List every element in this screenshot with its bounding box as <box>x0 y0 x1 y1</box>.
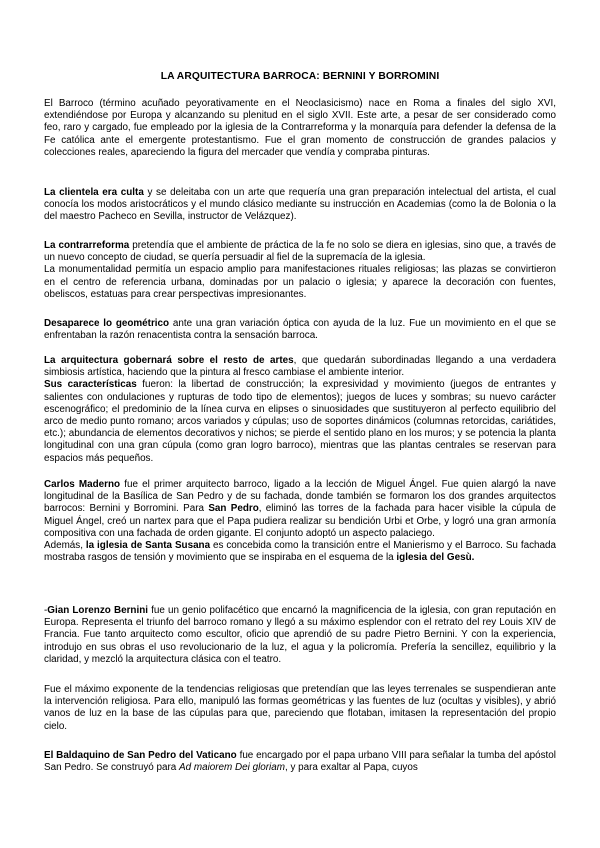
clientela-text: y se deleitaba con un arte que requería una gran preparación intelectual del artista, el cual conocía los modos aristocráticos y el mundo clásico mediante su instrucción en Academias (como la de Bolonia o la del maestro Pacheco en Sevilla, instructor de Velázquez). <box>44 187 556 223</box>
baldaquino-text-2: , y para exaltar al Papa, cuyos <box>284 762 418 774</box>
caracteristicas-text: fueron: la libertad de construcción; la expresividad y movimiento (juegos de entrantes y salientes con ondulaciones y rupturas de todo tipo de elementos); juegos de luces y sombras; su nuevo carácter escenográfico; el predominio de la línea curva en elipses o sinuosidades que sustituyeron al perfecto equilibrio del arco de medio punto romano; arcos variados y cúpulas; uso de soportes dinámicos (columnas retorcidas, cariátides, etc.); abundancia de elementos decorativos y nichos; se pierde el sentido plano en los muros; y se potencia la planta longitudinal con una gran cúpula (como gran logro barroco), mientras que las plantas centrales se reservan para espacios más pequeños. <box>44 379 556 464</box>
bernini-prefix: - <box>44 605 48 616</box>
geometrico-text: ante una gran variación óptica con ayuda de la luz. Fue un movimiento en el que se enfrentaban la razón renacentista contra la sensación barroca. <box>44 318 556 342</box>
santa-susana-intro: Además, <box>44 540 86 552</box>
baldaquino-latin: Ad maiorem Dei gloriam <box>179 762 285 774</box>
contrarreforma-text-2: La monumentalidad permitía un espacio amplio para manifestaciones rituales religiosas; las plazas se convirtieron en el centro de referencia urbana, dominadas por un palacio o iglesia; y aparece la decoración con fuentes, obeliscos, estatuas para crear perspectivas impresionantes. <box>44 264 556 300</box>
bernini-heading: Gian Lorenzo Bernini <box>47 605 148 616</box>
gesu-bold: iglesia del Gesù. <box>396 552 475 564</box>
maderno-heading: Carlos Maderno <box>44 479 121 490</box>
caracteristicas-heading: Sus características <box>44 379 137 391</box>
geometrico-heading: Desaparece lo geométrico <box>44 318 170 329</box>
paragraph-baldaquino <box>44 750 556 774</box>
page-title: LA ARQUITECTURA BARROCA: BERNINI Y BORROMINI <box>160 71 440 82</box>
paragraph-geometrico <box>44 318 556 342</box>
clientela-heading: La clientela era culta <box>44 187 144 198</box>
paragraph-intro <box>44 98 556 159</box>
contrarreforma-heading: La contrarreforma <box>44 240 130 251</box>
maderno-text-b: , eliminó las torres de la fachada para hacer visible la cúpula de Miguel Ángel, creó un nartex para que el Papa pudiera realizar su bendición Urbi et Orbe, y logró una gran armonía compositiva con una fachada de orden gigante. El conjunto adoptó un aspecto palaciego. <box>44 503 556 539</box>
intro-text: El Barroco (término acuñado peyorativamente en el Neoclasicismo) nace en Roma a finales del siglo XVI, extendiéndose por Europa y alcanzando su plenitud en el siglo XVII. Este arte, a pesar de ser considerado como feo, raro y cargado, fue empleado por la iglesia de la Contrarreforma y la monarquía para defender la defensa de la Fe católica ante el emergente protestantismo. Fue el gran momento de construcción de grandes palacios y colecciones reales, apareciendo la figura del mercader que vendía y compraba pinturas. <box>44 98 556 158</box>
arquitectura-heading: La arquitectura gobernará sobre el resto de artes <box>44 355 294 366</box>
arquitectura-text: , que quedarán subordinadas llegando a una verdadera simbiosis artística, haciendo que la pintura al fresco cambiase el ambiente interior. <box>44 355 556 379</box>
baldaquino-heading: El Baldaquino de San Pedro del Vaticano <box>44 750 237 761</box>
bernini-text: fue un genio polifacético que encarnó la magnificencia de la iglesia, con gran reputación en Europa. Representa el triunfo del barroco romano y llegó a su máximo esplendor con el retrato del rey Louis XIV de Francia. Fue tanto arquitecto como escultor, oficio que aprendió de su padre Pietro Bernini. Y con la experiencia, introdujo en sus obras el uso revolucionario de la luz, el agua y la policromía. Prefería la sencillez, equilibrio y la claridad, y mezcló la arquitectura clásica con el teatro. <box>44 605 556 665</box>
exponente-text: Fue el máximo exponente de la tendencias religiosas que pretendían que las leyes terrenales se suspendieran ante la intervención religiosa. Para ello, manipuló las formas geométricas y las fuentes de luz (ocultas y visibles), y abrió vanos de luz en la base de las cúpulas para que, pareciendo que flotaban, imitasen la representación del propio cielo. <box>44 684 556 732</box>
santa-susana-bold: la iglesia de Santa Susana <box>85 540 211 552</box>
paragraph-arquitectura <box>44 355 556 465</box>
paragraph-contrarreforma <box>44 240 556 301</box>
contrarreforma-text: pretendía que el ambiente de práctica de la fe no solo se diera en iglesias, sino que, a través de un nuevo concepto de ciudad, se quería persuadir al fiel de la supremacía de la iglesia. <box>44 240 556 264</box>
paragraph-exponente <box>44 684 556 733</box>
maderno-text: fue el primer arquitecto barroco, ligado a la lección de Miguel Ángel. Fue quien alargó la nave longitudinal de la Basílica de San Pedro y de su fachada, donde también se formaron los dos grandes arquitectos barrocos: Bernini y Borromini. Para <box>44 479 556 515</box>
san-pedro-bold: San Pedro <box>208 503 259 515</box>
baldaquino-text: fue encargado por el papa urbano VIII para señalar la tumba del apóstol San Pedro. Se construyó para <box>44 750 556 774</box>
paragraph-maderno <box>44 479 556 564</box>
paragraph-bernini <box>44 605 556 666</box>
santa-susana-text: es concebida como la transición entre el Manierismo y el Barroco. Su fachada mostraba rasgos de tensión y movimiento que se inspiraba en el esquema de la <box>44 540 556 564</box>
paragraph-clientela <box>44 187 556 224</box>
